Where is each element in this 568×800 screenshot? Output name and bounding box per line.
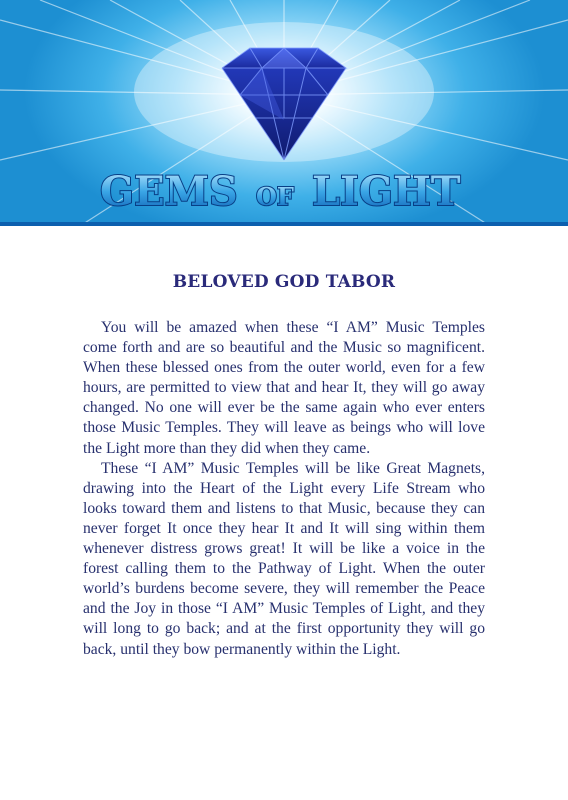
logo-word-light: LIGHT [312, 168, 461, 215]
article-body [83, 318, 485, 660]
logo-word-of: OF [256, 182, 294, 211]
logo-word-gems: GEMS [100, 168, 238, 215]
gems-of-light-logo-text [100, 168, 461, 215]
header-banner [0, 0, 568, 226]
header-divider-band [0, 222, 568, 226]
paragraph: You will be amazed when these “I AM” Music Temples come forth and are so beautiful and the Music so magnificent. When these blessed ones from the outer world, even for a few hours, are permitted to view that and hear It, they will go away changed. No one will ever be the same again who ever enters those Music Temples. They will leave as beings who will love the Light more than they did when they came. [83, 319, 485, 457]
page-title: BELOVED GOD TABOR [172, 272, 396, 292]
paragraph: These “I AM” Music Temples will be like Great Magnets, drawing into the Heart of the Light every Life Stream who looks toward them and listens to that Music, because they can never forget It once they hear It and It will sing within them whenever distress grows great! It will be like a voice in the forest calling them to the Pathway of Light. When the outer world’s burdens become severe, they will remember the Peace and the Joy in those “I AM” Music Temples of Light, and they will long to go back; and at the first opportunity they will go back, until they bow permanently within the Light. [83, 459, 485, 658]
gem-logo-illustration [0, 0, 568, 226]
